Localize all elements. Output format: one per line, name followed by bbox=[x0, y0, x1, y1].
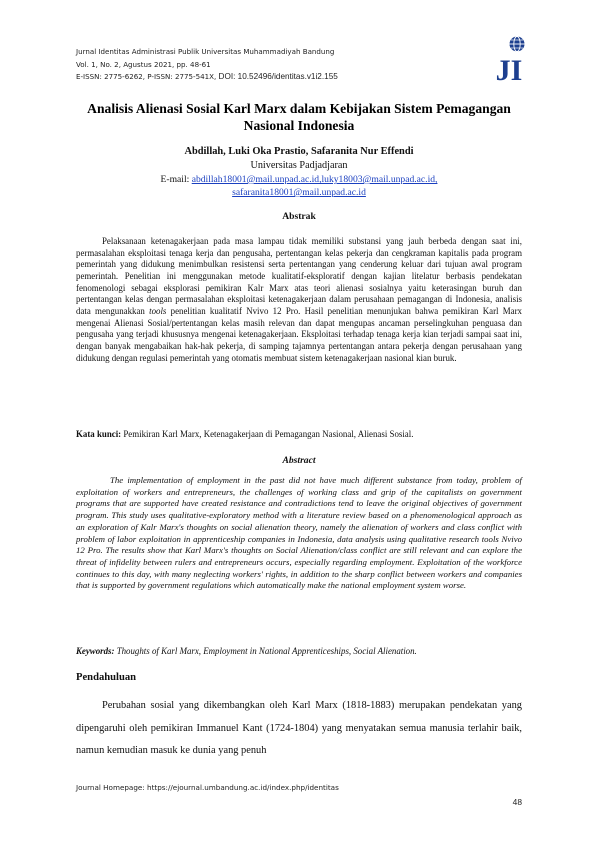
author-emails bbox=[76, 173, 522, 199]
abstrak-heading: Abstrak bbox=[282, 211, 316, 222]
email-link-2[interactable]: safaranita18001@mail.unpad.ac.id bbox=[232, 187, 366, 198]
kata-kunci-text: Pemikiran Karl Marx, Ketenagakerjaan di Pemagangan Nasional, Alienasi Sosial. bbox=[121, 429, 414, 439]
kata-kunci bbox=[76, 429, 522, 439]
section-heading-pendahuluan: Pendahuluan bbox=[76, 672, 137, 683]
email-link-1[interactable]: abdillah18001@mail.unpad.ac.id,luky18003@mail.unpad.ac.id, bbox=[191, 174, 438, 185]
issn-text: E-ISSN: 2775-6262, P-ISSN: 2775-541X, bbox=[76, 72, 217, 81]
keywords-label: Keywords: bbox=[76, 646, 115, 656]
article-title: Analisis Alienasi Sosial Karl Marx dalam Kebijakan Sistem Pemagangan Nasional Indonesia bbox=[87, 101, 511, 133]
email-label: E-mail: bbox=[160, 174, 192, 185]
page-number: 48 bbox=[512, 797, 522, 807]
logo-letters: JI bbox=[495, 54, 523, 84]
article-authors: Abdillah, Luki Oka Prastio, Safaranita Nur Effendi bbox=[184, 146, 414, 157]
journal-header bbox=[76, 46, 496, 84]
globe-icon bbox=[510, 37, 525, 52]
abstrak-text-italic: tools bbox=[149, 305, 167, 316]
doi-text: DOI: 10.52496/identitas.v1i2.155 bbox=[216, 72, 338, 81]
author-affiliation: Universitas Padjadjaran bbox=[250, 160, 348, 171]
journal-logo bbox=[486, 34, 532, 84]
abstrak-text-2: penelitian kualitatif Nvivo 12 Pro. Hasil penelitian menunjukan bahwa pemikiran Karl Marx mengenai Alienasi Sosial/pertentangan kelas masih relevan dan dapat mengupas ancaman perselingkuhan penguasa dan pengusaha yang terjadi khususnya mengenai ketenagakerjaan. Eksploitasi terhadap tenaga kerja kian terjadi sampai saat ini, dengan banyak mengabaikan hak-hak pekerja, di samping tajamnya pertentangan antara pekerja dengan perusahaan yang didukung dengan regulasi pemerintah yang otomatis membuat sistem ketenagakerjaan nasional kian buruk. bbox=[76, 305, 522, 363]
abstrak-body bbox=[76, 236, 522, 364]
abstract-body: The implementation of employment in the past did not have much different substance from today, problem of exploitation of workers and entrepreneurs, the challenges of working class and grip of the capitalists on government programs that are supported have created resistance and contradictions tend to leave the original objectives of government program. This study uses qualitative-exploratory method with a literature review based on a phenomenological approach as an exploration of Kalr Marx's thoughts on social alienation theory, namely the alienation of workers and class conflict with problem of labor exploitation in apprenticeship companies in Indonesia, data analysis using qualitative research tools Nvivo 12 Pro. The results show that Karl Marx's thoughts on Social Alienation/class conflict are still relevant and can explore the threat of infidelity between rulers and entrepreneurs occurs, especially regarding employment. Exploitation of the workforce continues to this day, with many neglecting workers' rights, in addition to the sharp conflict between workers and companies that is supported by government regulations which automatically make the national employment system worse. bbox=[76, 475, 522, 591]
journal-name: Jurnal Identitas Administrasi Publik Universitas Muhammadiyah Bandung bbox=[76, 47, 335, 56]
kata-kunci-label: Kata kunci: bbox=[76, 429, 122, 439]
issn-doi-line bbox=[76, 71, 496, 84]
keywords-text: Thoughts of Karl Marx, Employment in National Apprenticeships, Social Alienation. bbox=[114, 646, 417, 656]
abstract-heading: Abstract bbox=[282, 455, 316, 466]
journal-homepage-footer: Journal Homepage: https://ejournal.umbandung.ac.id/index.php/identitas bbox=[76, 783, 339, 792]
abstrak-text-1: Pelaksanaan ketenagakerjaan pada masa lampau tidak memiliki substansi yang jauh berbeda dengan saat ini, permasalahan eksploitasi tenaga kerja dan pengusaha, pertentangan kelas pekerja dan cengkraman kapitalis pada program pemerintah yang didukung menimbulkan resistensi serta pertentangan yang cenderung keluar dari tujuan awal program pemerintah. Penelitian ini menggunakan metode kualitatif-eksploratif dengan kajian litelatur berbasis pendekatan fenomenologi sebagai eksplorasi pemikiran Kalr Marx atas teori alienasi sosialnya yaitu keterasingan buruh dan pertentangan kelas dengan permasalahan eksploitasi ketenagakerjaan dalam perusahaan pemagangan di Indonesia, analisis data mengunakkan bbox=[76, 236, 522, 316]
keywords bbox=[76, 646, 522, 656]
body-paragraph: Perubahan sosial yang dikembangkan oleh Karl Marx (1818-1883) merupakan pendekatan yang dipengaruhi oleh pemikiran Immanuel Kant (1724-1804) yang menyatakan semua manusia terlahir baik, namun kemudian masuk ke dunia yang penuh bbox=[76, 700, 522, 756]
volume-info: Vol. 1, No. 2, Agustus 2021, pp. 48-61 bbox=[76, 59, 211, 69]
